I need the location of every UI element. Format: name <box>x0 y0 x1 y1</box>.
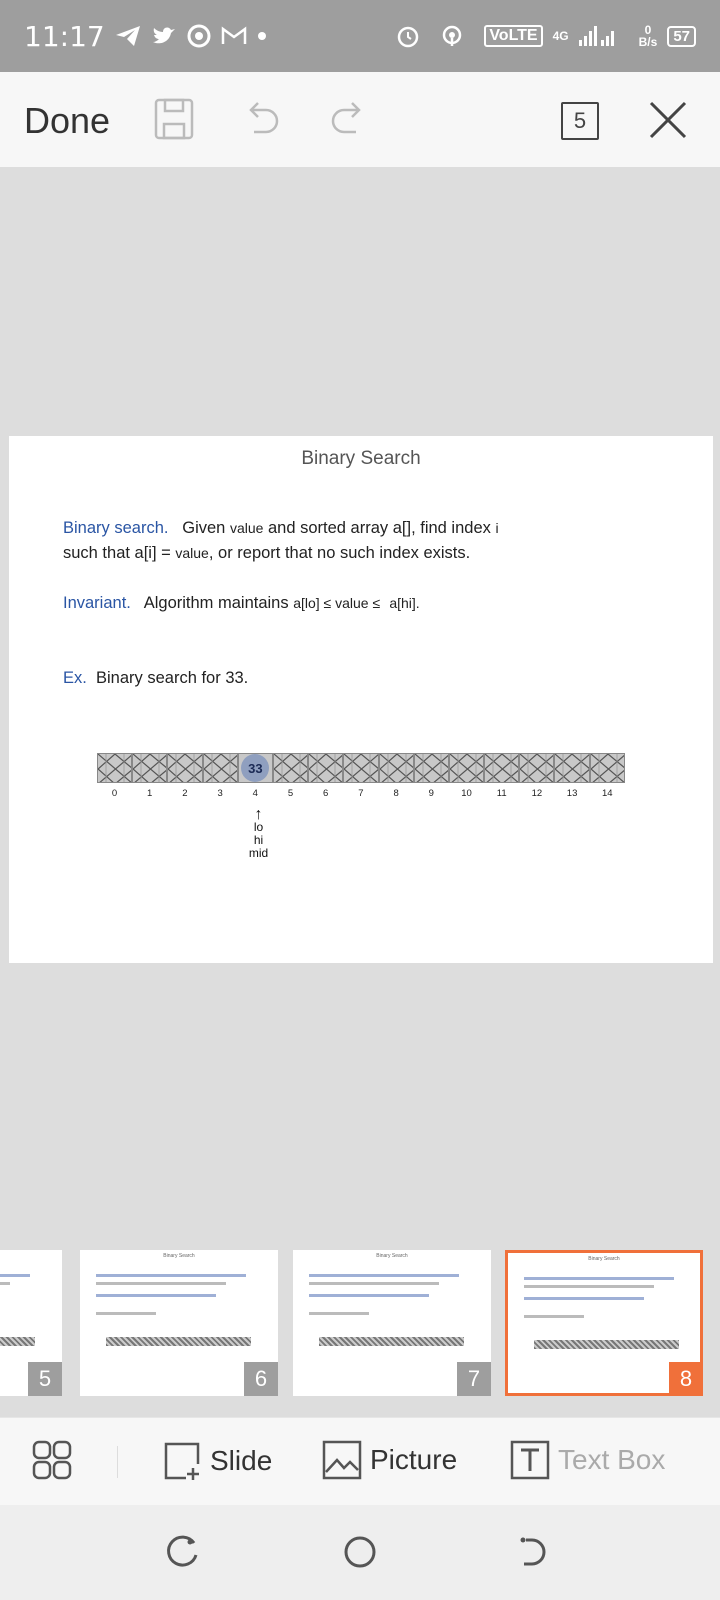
insert-text-box-button[interactable] <box>510 1440 665 1480</box>
array-cell-obscured <box>343 753 378 783</box>
layout-grid-icon <box>32 1440 72 1480</box>
invariant-expr-2: a[hi]. <box>389 595 420 611</box>
array-index-label: 4 <box>252 788 258 799</box>
thumbnail-number: 6 <box>244 1362 278 1396</box>
array-cell-obscured <box>554 753 589 783</box>
array-cell-obscured <box>132 753 167 783</box>
editor-toolbar <box>0 72 720 167</box>
array-index-label: 10 <box>461 788 472 799</box>
array-cell-highlight <box>238 753 273 783</box>
undo-icon[interactable] <box>244 98 280 143</box>
thumbnail-slide-7[interactable] <box>293 1250 491 1396</box>
thumbnail-number: 8 <box>669 1362 703 1396</box>
volte-badge: VoLTE <box>484 25 542 47</box>
close-icon[interactable] <box>648 100 688 145</box>
done-button[interactable]: Done <box>24 100 111 141</box>
thumbnail-slide-5[interactable] <box>0 1250 62 1396</box>
divider <box>117 1446 118 1478</box>
definition-lead: Binary search. <box>63 519 169 537</box>
thumbnail-title: Binary Search <box>163 1253 195 1259</box>
invariant-text: Algorithm maintains <box>143 594 289 612</box>
layout-grid-button[interactable] <box>32 1440 80 1480</box>
array-cell-obscured <box>308 753 343 783</box>
battery-level: 57 <box>667 26 696 47</box>
array-index-label: 3 <box>217 788 223 799</box>
definition-line2-a: such that a[i] = <box>63 544 171 562</box>
add-slide-icon <box>162 1440 202 1482</box>
thumbnail-slide-6[interactable] <box>80 1250 278 1396</box>
notification-dot-icon <box>257 31 267 41</box>
array-cell-obscured <box>414 753 449 783</box>
save-icon[interactable] <box>154 98 194 145</box>
array-index-label: 6 <box>323 788 329 799</box>
array-cell-obscured <box>379 753 414 783</box>
array-cell-obscured <box>97 753 132 783</box>
definition-value-3: value <box>175 545 209 561</box>
hotspot-icon <box>440 24 464 48</box>
definition-paragraph <box>63 516 499 566</box>
system-navigation-bar <box>0 1505 720 1600</box>
text-box-icon <box>510 1440 550 1480</box>
pointer-marker <box>241 808 276 860</box>
array-cell-obscured <box>203 753 238 783</box>
speed-unit: B/s <box>638 35 658 49</box>
alarm-icon <box>396 24 420 48</box>
invariant-lead: Invariant. <box>63 594 131 612</box>
array-cell-obscured <box>273 753 308 783</box>
thumbnail-title: Binary Search <box>588 1256 620 1262</box>
redo-icon[interactable] <box>330 98 366 143</box>
array-index-label: 8 <box>393 788 399 799</box>
definition-text-2: and sorted array a[], find index <box>268 519 491 537</box>
array-index-label: 0 <box>111 788 118 799</box>
bottom-action-bar <box>0 1417 720 1505</box>
add-slide-button[interactable] <box>162 1440 272 1482</box>
array-index-label: 1 <box>147 788 153 799</box>
pointer-label-mid: mid <box>248 846 269 860</box>
invariant-paragraph <box>63 591 420 616</box>
network-type: 4G <box>552 29 569 43</box>
definition-value-2: i <box>495 520 499 536</box>
highlight-value: 33 <box>241 754 269 782</box>
slide-title: Binary Search <box>301 448 421 469</box>
array-cell-obscured <box>167 753 202 783</box>
signal-icon <box>579 25 619 47</box>
chrome-icon <box>187 24 211 48</box>
status-time: 11:17 <box>24 19 105 53</box>
array-index-label: 14 <box>602 788 613 799</box>
thumbnail-title: Binary Search <box>376 1253 408 1259</box>
array-index-label: 2 <box>182 788 188 799</box>
picture-icon <box>322 1440 362 1480</box>
speed-value: 0 <box>644 23 652 37</box>
definition-line2-b: , or report that no such index exists. <box>208 544 471 562</box>
slide-canvas[interactable] <box>9 436 713 963</box>
array-cell-obscured <box>519 753 554 783</box>
insert-text-box-label: Text Box <box>558 1444 666 1475</box>
thumbnail-number: 7 <box>457 1362 491 1396</box>
thumbnail-number: 5 <box>28 1362 62 1396</box>
array-index-label: 13 <box>566 788 578 799</box>
array-index-label: 5 <box>287 788 294 799</box>
insert-picture-button[interactable] <box>322 1440 457 1480</box>
add-slide-label: Slide <box>210 1445 273 1476</box>
gmail-icon <box>221 26 247 46</box>
array-index-label: 11 <box>496 788 507 799</box>
back-icon[interactable] <box>518 1535 552 1574</box>
invariant-expr-1: a[lo] ≤ value ≤ <box>293 595 381 611</box>
telegram-icon <box>115 25 141 47</box>
example-lead: Ex. <box>63 669 87 687</box>
array-cell-obscured <box>590 753 625 783</box>
network-speed <box>639 24 658 48</box>
example-text: Binary search for 33. <box>96 669 249 687</box>
pointer-arrow-icon: ↑ <box>254 806 263 823</box>
pointer-label-hi: hi <box>253 833 264 847</box>
array-cells <box>97 753 625 783</box>
twitter-icon <box>151 25 177 47</box>
array-cell-obscured <box>484 753 519 783</box>
example-paragraph <box>63 666 248 691</box>
definition-text-1: Given <box>182 519 226 537</box>
status-bar <box>0 0 720 72</box>
array-index-label: 12 <box>531 788 543 799</box>
slide-count-button[interactable]: 5 <box>561 102 599 140</box>
insert-picture-label: Picture <box>370 1444 458 1475</box>
thumbnail-slide-8[interactable] <box>505 1250 703 1396</box>
array-cell-obscured <box>449 753 484 783</box>
thumbnail-title <box>0 1253 62 1259</box>
array-index-label: 9 <box>428 788 434 799</box>
recent-apps-icon[interactable] <box>166 1535 200 1574</box>
home-icon[interactable] <box>343 1535 377 1574</box>
definition-value-1: value <box>229 520 264 536</box>
slide-thumbnail-strip[interactable] <box>0 1232 720 1417</box>
pointer-label-lo: lo <box>253 820 264 834</box>
array-index-label: 7 <box>358 788 364 799</box>
